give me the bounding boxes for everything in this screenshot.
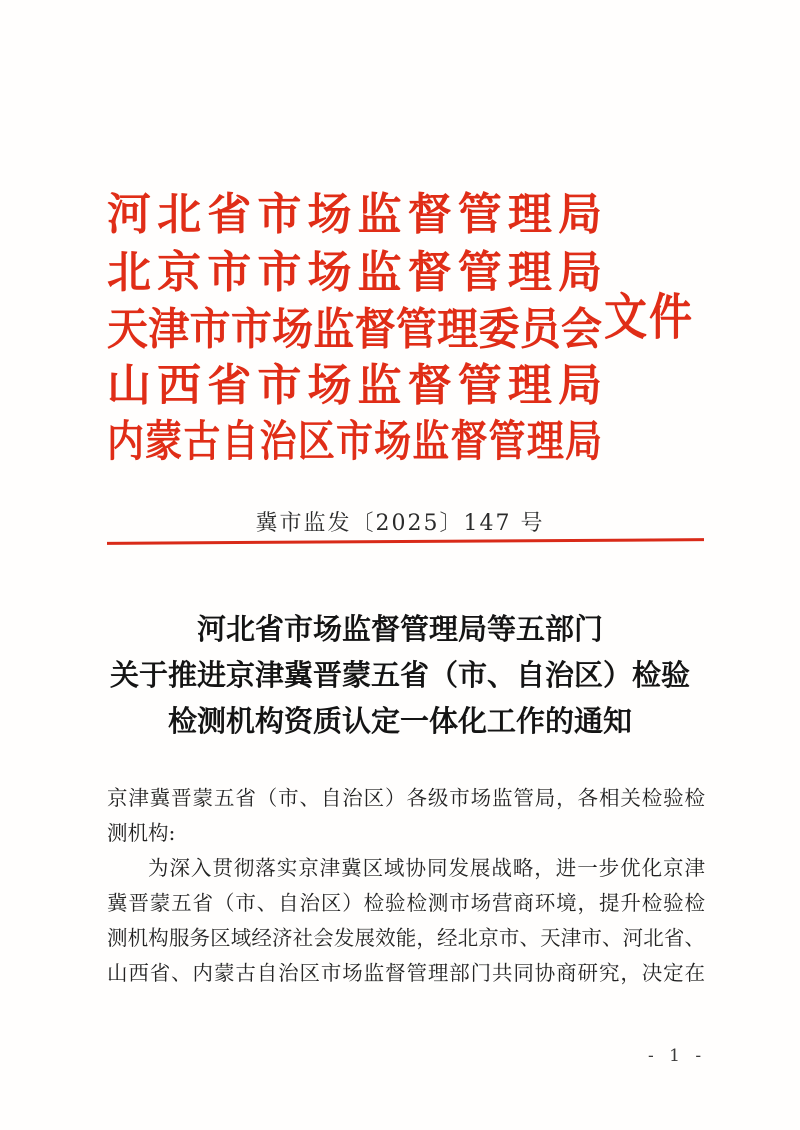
agency-name-line: 河北省市场监督管理局 bbox=[107, 189, 602, 240]
body-line: 测机构: bbox=[107, 821, 176, 845]
notice-body bbox=[107, 781, 705, 991]
notice-title-line: 河北省市场监督管理局等五部门 bbox=[196, 612, 603, 646]
document-word-label: 文件 bbox=[604, 289, 694, 347]
agency-name-line: 北京市市场监督管理局 bbox=[107, 247, 602, 298]
red-divider-line bbox=[107, 538, 704, 545]
body-line: 测机构服务区域经济社会发展效能，经北京市、天津市、河北省、 bbox=[107, 926, 705, 950]
notice-title-line: 检测机构资质认定一体化工作的通知 bbox=[167, 704, 632, 738]
notice-title bbox=[0, 606, 800, 744]
agency-name-line: 山西省市场监督管理局 bbox=[107, 360, 602, 411]
agency-name-line: 天津市市场监督管理委员会 bbox=[107, 303, 602, 355]
page-number: - 1 - bbox=[648, 1046, 707, 1066]
notice-title-line: 关于推进京津冀晋蒙五省（市、自治区）检验 bbox=[109, 658, 690, 692]
body-line: 山西省、内蒙古自治区市场监督管理部门共同协商研究，决定在 bbox=[107, 961, 705, 985]
agency-name-line: 内蒙古自治区市场监督管理局 bbox=[107, 415, 602, 467]
body-line: 为深入贯彻落实京津冀区域协同发展战略，进一步优化京津 bbox=[148, 856, 705, 880]
document-number: 冀市监发〔2025〕147 号 bbox=[255, 511, 545, 536]
body-line: 冀晋蒙五省（市、自治区）检验检测市场营商环境，提升检验检 bbox=[107, 891, 705, 915]
body-line: 京津冀晋蒙五省（市、自治区）各级市场监管局，各相关检验检 bbox=[107, 786, 705, 810]
